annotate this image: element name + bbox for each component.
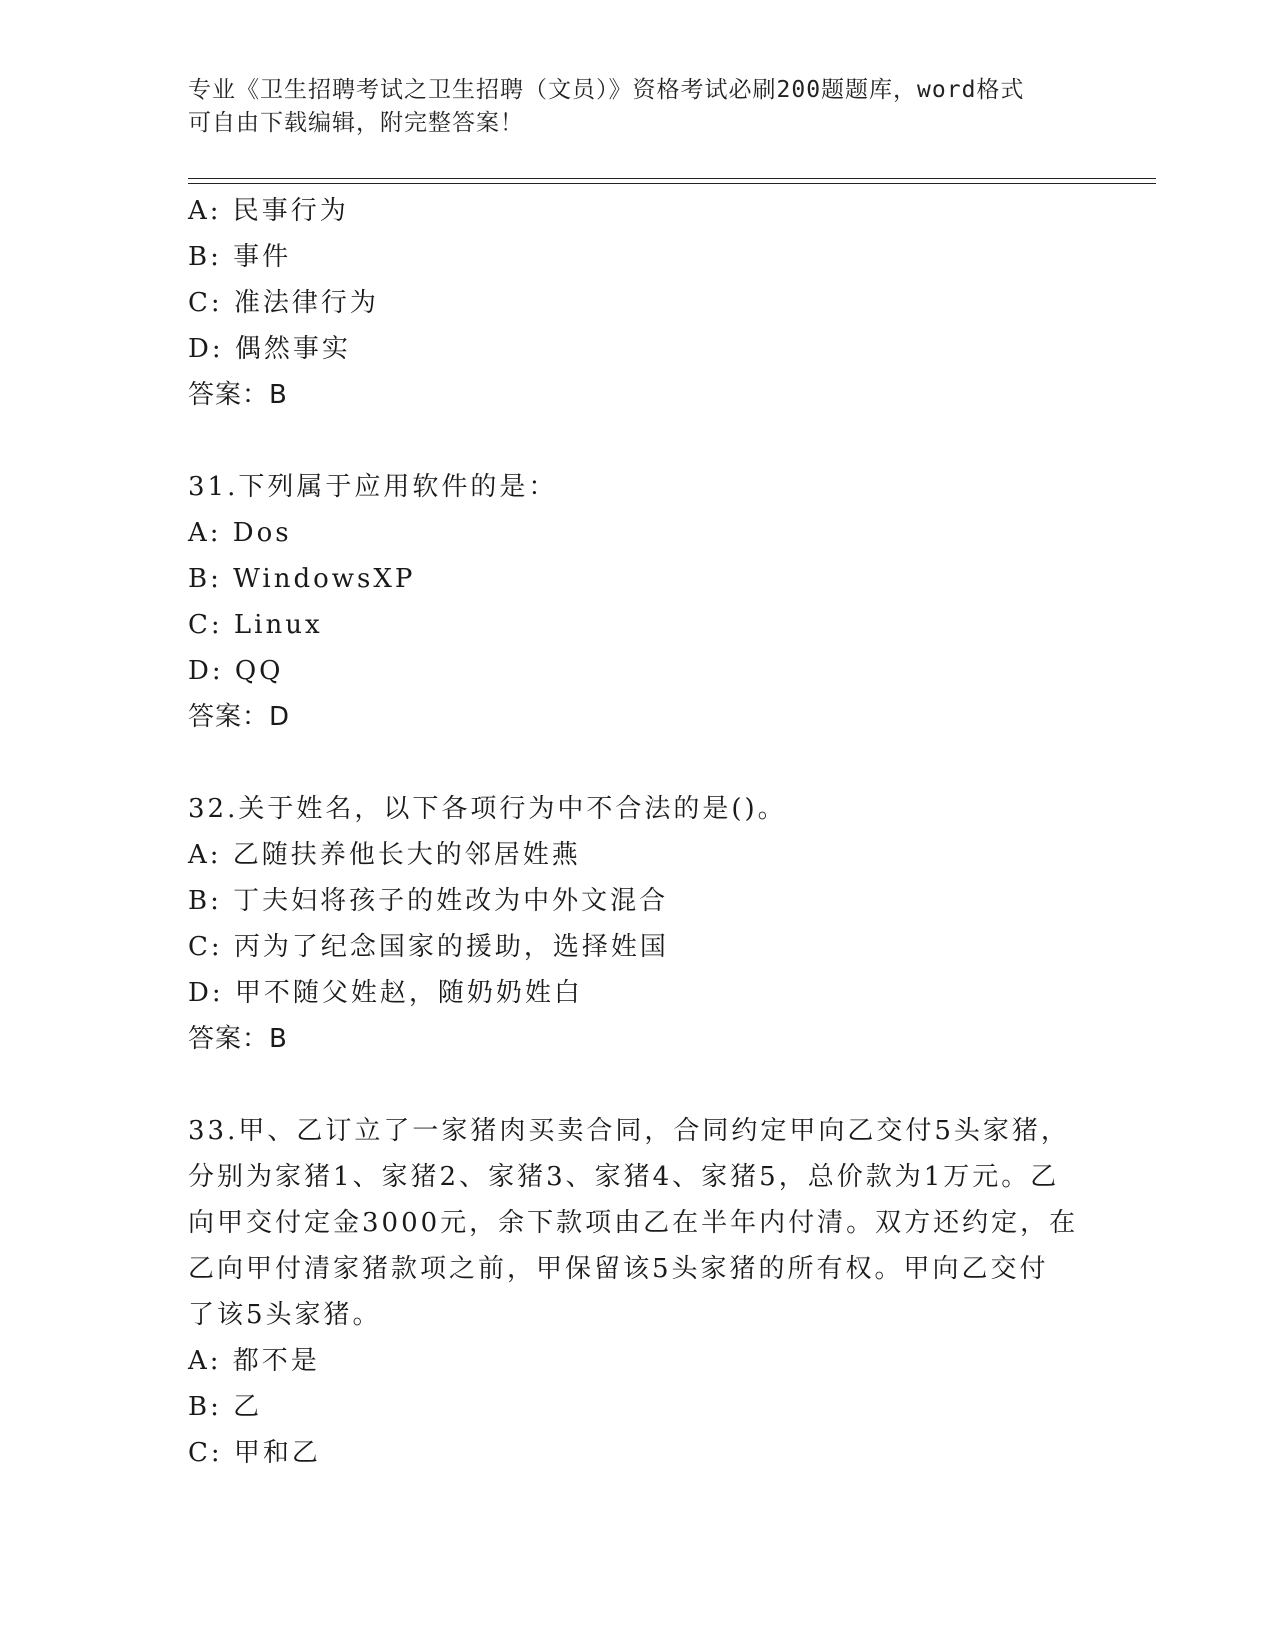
option-d: D: 偶然事实 (188, 334, 351, 364)
question-text-line: 乙向甲付清家猪款项之前，甲保留该5头家猪的所有权。甲向乙交付 (188, 1254, 1049, 1284)
question-text: 32.关于姓名，以下各项行为中不合法的是()。 (188, 794, 787, 824)
header-line-1: 专业《卫生招聘考试之卫生招聘（文员）》资格考试必刷200题题库，word格式 (188, 77, 1025, 103)
answer: 答案：D (188, 702, 291, 732)
option-a: A: 都不是 (188, 1346, 320, 1376)
question-text-line: 向甲交付定金3000元，余下款项由乙在半年内付清。双方还约定，在 (188, 1208, 1079, 1238)
question-list (188, 188, 1088, 1476)
question-30 (188, 188, 1088, 418)
option-a: A: 乙随扶养他长大的邻居姓燕 (188, 840, 581, 870)
option-b: B: 乙 (188, 1392, 263, 1422)
question-33 (188, 1108, 1088, 1476)
question-31 (188, 464, 1088, 740)
question-text-line: 33.甲、乙订立了一家猪肉买卖合同，合同约定甲向乙交付5头家猪， (188, 1116, 1070, 1146)
option-b: B: WindowsXP (188, 564, 416, 594)
answer: 答案：B (188, 380, 288, 410)
header-line-2: 可自由下载编辑，附完整答案！ (188, 110, 524, 136)
option-d: D: QQ (188, 656, 284, 686)
question-text-line: 了该5头家猪。 (188, 1300, 382, 1330)
option-c: C: 丙为了纪念国家的援助，选择姓国 (188, 932, 669, 962)
option-a: A: 民事行为 (188, 196, 349, 226)
option-c: C: 甲和乙 (188, 1438, 321, 1468)
question-text (188, 1108, 1088, 1338)
option-a: A: Dos (188, 518, 292, 548)
option-d: D: 甲不随父姓赵，随奶奶姓白 (188, 978, 583, 1008)
option-b: B: 丁夫妇将孩子的姓改为中外文混合 (188, 886, 669, 916)
option-b: B: 事件 (188, 242, 292, 272)
answer: 答案：B (188, 1024, 288, 1054)
header-divider-bottom (188, 183, 1156, 184)
question-32 (188, 786, 1088, 1062)
option-c: C: 准法律行为 (188, 288, 379, 318)
header-divider-top (188, 178, 1156, 179)
option-c: C: Linux (188, 610, 323, 640)
question-text: 31.下列属于应用软件的是： (188, 472, 558, 502)
question-text-line: 分别为家猪1、家猪2、家猪3、家猪4、家猪5，总价款为1万元。乙 (188, 1162, 1060, 1192)
document-header (188, 74, 1068, 140)
